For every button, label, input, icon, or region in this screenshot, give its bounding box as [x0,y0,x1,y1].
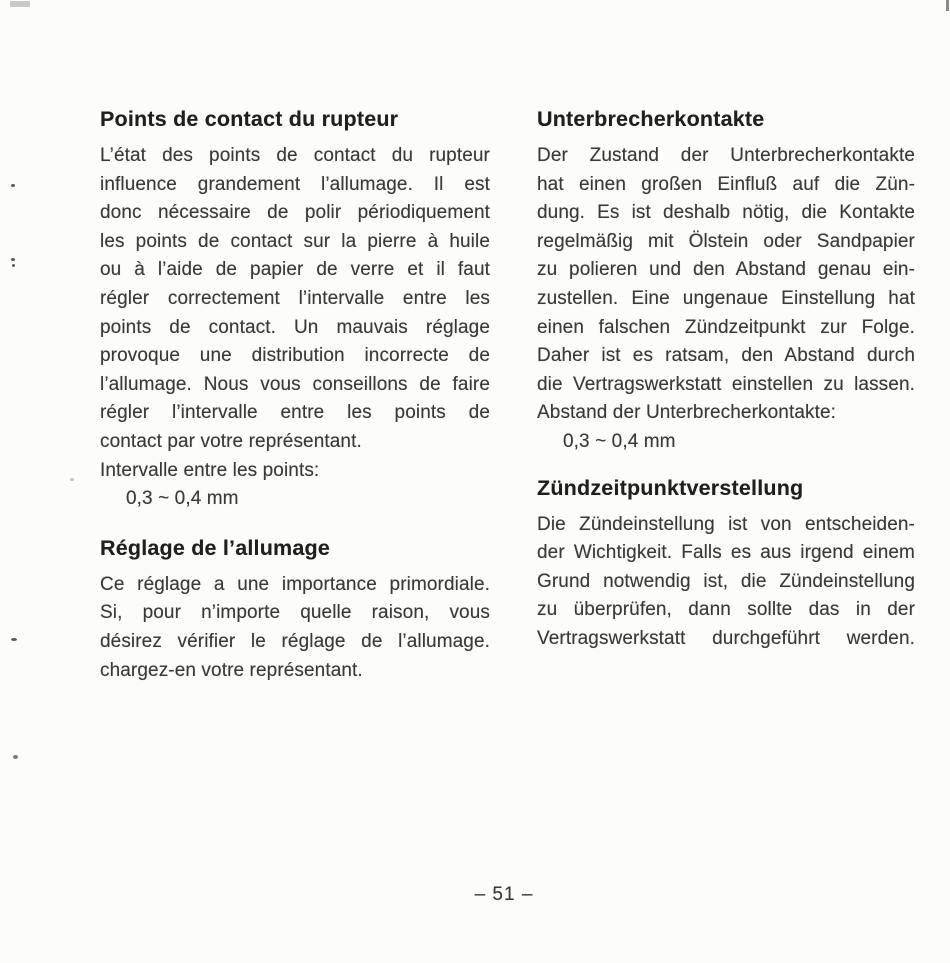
text-line: chargez-en votre représentant. [100,659,363,681]
text-line: Abstand der Unterbrecherkontakte: [537,402,837,424]
text-line: contact par votre représentant. [100,430,362,452]
text-line: régler l’intervalle entre les points de [100,402,490,424]
text-line: dung. Es ist deshalb nötig, die Kontakte [537,202,915,224]
french-column [100,104,490,685]
german-column [537,104,915,654]
text-line: influence grandement l’allumage. Il est [100,173,490,195]
scan-speck [11,638,17,641]
text-line: Grund notwendig ist, die Zündeinstellung [537,570,915,592]
scan-smudge [946,0,949,11]
section-heading: Points de contact du rupteur [100,107,399,131]
section-body [100,142,490,514]
text-line: hat einen großen Einfluß auf die Zün- [537,173,915,195]
section-body [537,511,915,654]
spec-value-contact-gap: 0,3 ~ 0,4 mm [126,488,239,510]
text-line: zustellen. Eine ungenaue Einstellung hat [537,287,915,309]
text-line: points de contact. Un mauvais réglage [100,316,490,338]
page-number: – 51 – [474,884,534,905]
text-line: Ce réglage a une importance primordiale. [100,573,490,595]
section-body [537,142,915,457]
scan-speck [12,264,15,267]
text-line: les points de contact sur la pierre à huile [100,230,490,252]
section-heading: Réglage de l’allumage [100,535,331,560]
text-line: donc nécessaire de polir périodiquement [100,202,490,224]
text-line: Der Zustand der Unterbrecherkontakte [537,145,915,166]
text-line: der Wichtigkeit. Falls es aus irgend einem [537,542,915,564]
section-zuendzeitpunktverstellung [537,473,915,654]
text-line: zu polieren und den Abstand genau ein- [537,259,915,281]
section-points-de-contact [100,104,490,514]
section-unterbrecherkontakte [537,104,915,457]
text-line: Intervalle entre les points: [100,459,320,481]
text-line: Die Zündeinstellung ist von entscheiden- [537,513,915,535]
section-heading: Zündzeitpunktverstellung [537,475,804,500]
scan-speck [11,258,15,261]
scan-speck [11,184,15,187]
section-body [100,571,490,685]
text-line: regelmäßig mit Ölstein oder Sandpapier [537,230,915,252]
text-line: L’état des points de contact du rupteur [100,145,490,166]
text-line: régler correctement l’intervalle entre les [100,287,490,309]
text-line: einen falschen Zündzeitpunkt zur Folge. [537,316,915,338]
text-line: Daher ist es ratsam, den Abstand durch [537,345,915,367]
text-line: die Vertragswerkstatt einstellen zu lassen. [537,373,915,395]
text-line: l’allumage. Nous vous conseillons de faire [100,373,490,395]
scan-speck [13,755,18,759]
spec-value-contact-gap: 0,3 ~ 0,4 mm [563,430,676,452]
text-line: Vertragswerkstatt durchgeführt werden. [537,627,915,649]
text-line: provoque une distribution incorrecte de [100,345,490,367]
text-line: zu überprüfen, dann sollte das in der [537,599,915,621]
text-line: Si, pour n’importe quelle raison, vous [100,602,490,624]
text-line: désirez vérifier le réglage de l’allumage. [100,630,490,652]
scan-smudge [10,1,30,7]
text-line: ou à l’aide de papier de verre et il faut [100,259,490,281]
section-reglage-allumage [100,533,490,685]
section-heading: Unterbrecherkontakte [537,107,765,131]
scan-speck [70,478,74,481]
